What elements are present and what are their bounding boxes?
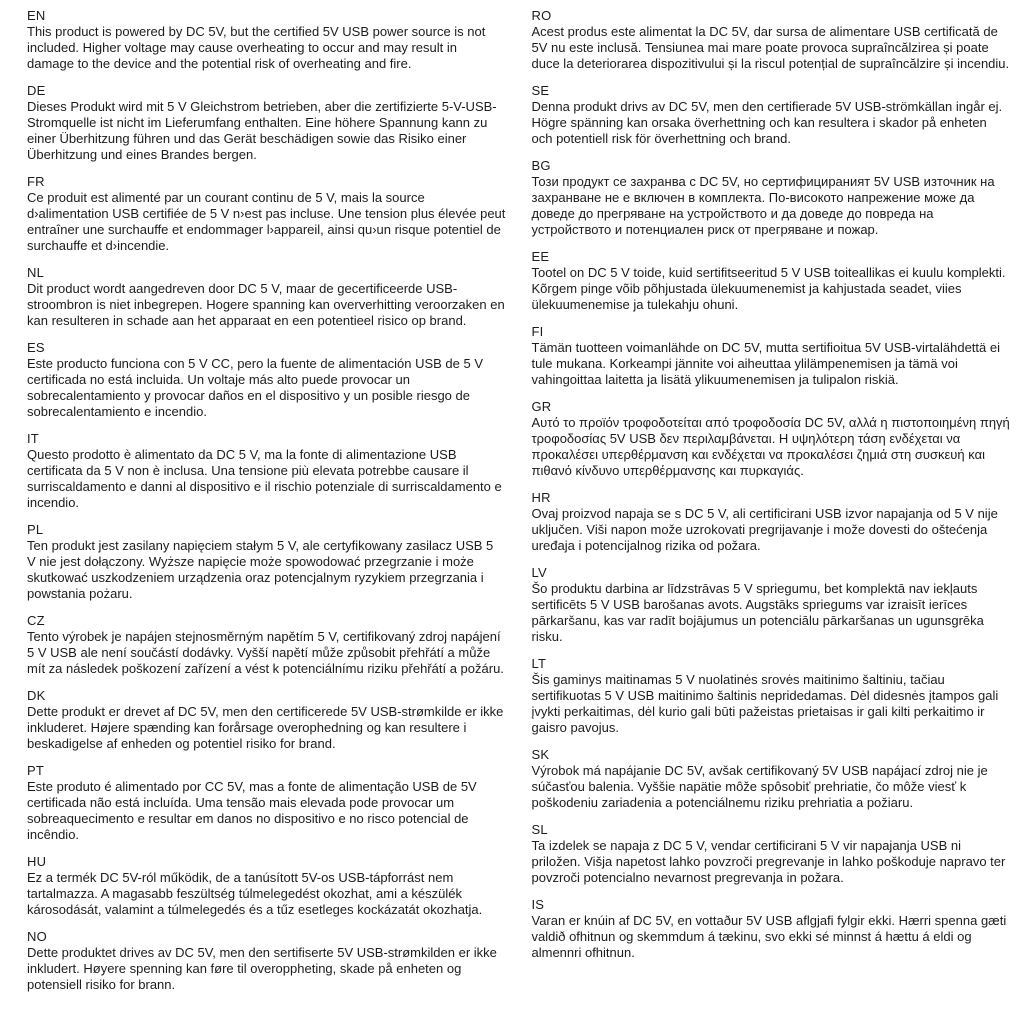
language-code: PT	[27, 763, 45, 778]
language-code: DE	[27, 83, 46, 98]
language-section-en	[27, 8, 506, 72]
language-code: CZ	[27, 613, 45, 628]
language-text: Ten produkt jest zasilany napięciem stałym 5 V, ale certyfikowany zasilacz USB 5 V nie jest dołączony. Wyższe napięcie może spowodować przegrzanie i może skutkować uszkodzeniem urządzenia oraz potencjalnym ryzykiem przegrzania i powstania pożaru.	[27, 538, 494, 601]
language-section-sl	[532, 822, 1011, 886]
language-section-no	[27, 929, 506, 993]
language-text: Šis gaminys maitinamas 5 V nuolatinės srovės maitinimo šaltiniu, tačiau sertifikuotas 5 V USB maitinimo šaltinis nepridedamas. Dėl didesnės įtampos gali įvykti perkaitimas, dėl kurio gali būti pažeistas prietaisas ir gali kilti perkaitimo ir gaisro pavojus.	[531, 672, 999, 735]
language-code: BG	[531, 158, 551, 173]
language-text: Výrobok má napájanie DC 5V, avšak certifikovaný 5V USB napájací zdroj nie je súčasťou balenia. Vyššie napätie môže spôsobiť prehriatie, čo môže viesť k poškodeniu zariadenia a potenciálnemu riziku prehriatia a požiaru.	[531, 763, 988, 810]
language-code: RO	[531, 8, 552, 23]
language-code: FI	[531, 324, 544, 339]
language-text: Dit product wordt aangedreven door DC 5 V, maar de gecertificeerde USB-stroombron is niet inbegrepen. Hogere spanning kan oververhitting veroorzaken en kan resulteren in schade aan het apparaat en een potentieel risico op brand.	[27, 281, 505, 328]
language-code: HR	[531, 490, 551, 505]
language-text: Este producto funciona con 5 V CC, pero la fuente de alimentación USB de 5 V certificada no está incluida. Un voltaje más alto puede provocar un sobrecalentamiento y provocar daños en el dispositivo y un posible riesgo de sobrecalentamiento e incendio.	[27, 356, 483, 419]
language-code: LV	[531, 565, 547, 580]
language-text: Този продукт се захранва с DC 5V, но сертифицираният 5V USB източник на захранване не е включен в комплекта. По-високото напрежение може да доведе до прегряване на устройството и да доведе до повреда на устройството и потенциален риск от прегряване и пожар.	[531, 174, 995, 237]
language-text: Este produto é alimentado por CC 5V, mas a fonte de alimentação USB de 5V certificada não está incluída. Uma tensão mais elevada pode provocar um sobreaquecimento e resultar em danos no dispositivo e no risco potencial de incêndio.	[27, 779, 477, 842]
language-text: This product is powered by DC 5V, but the certified 5V USB power source is not included. Higher voltage may cause overheating to occur and may result in damage to the device and the potential risk of overheating and fire.	[27, 24, 486, 71]
language-code: GR	[531, 399, 552, 414]
language-code: NL	[27, 265, 45, 280]
language-section-cz	[27, 613, 506, 677]
language-text: Dette produkt er drevet af DC 5V, men den certificerede 5V USB-strømkilde er ikke inkluderet. Højere spænding kan forårsage overophedning og kan resultere i beskadigelse af enheden og potentiel risiko for brand.	[27, 704, 504, 751]
language-code: HU	[27, 854, 47, 869]
language-section-bg	[532, 158, 1011, 238]
language-code: EN	[27, 8, 46, 23]
language-section-pt	[27, 763, 506, 843]
language-code: SK	[531, 747, 550, 762]
language-code: IS	[531, 897, 545, 912]
language-section-is	[532, 897, 1011, 961]
language-section-lv	[532, 565, 1011, 645]
language-section-lt	[532, 656, 1011, 736]
language-code: NO	[27, 929, 47, 944]
language-section-fi	[532, 324, 1011, 388]
language-section-it	[27, 431, 506, 511]
language-code: PL	[27, 522, 44, 537]
language-section-sk	[532, 747, 1011, 811]
language-text: Ez a termék DC 5V-ról működik, de a tanúsított 5V-os USB-tápforrást nem tartalmazza. A magasabb feszültség túlmelegedést okozhat, ami a készülék károsodását, valamint a túlmelegedés és a tűz esetleges kockázatát okozhatja.	[27, 870, 483, 917]
language-section-ro	[532, 8, 1011, 72]
language-section-nl	[27, 265, 506, 329]
language-text: Šo produktu darbina ar līdzstrāvas 5 V spriegumu, bet komplektā nav iekļauts sertificēts 5 V USB barošanas avots. Augstāks spriegums var izraisīt ierīces pārkaršanu, kas var radīt bojājumus un potenciālu pārkaršanas un ugunsgrēka risku.	[531, 581, 984, 644]
language-text: Ce produit est alimenté par un courant continu de 5 V, mais la source d›alimentation USB certifiée de 5 V n›est pas incluse. Une tension plus élevée peut entraîner une surchauffe et endommager l›appareil, ainsi qu›un risque potentiel de surchauffe et d›incendie.	[27, 190, 506, 253]
language-text: Ta izdelek se napaja z DC 5 V, vendar certificirani 5 V vir napajanja USB ni priložen. Višja napetost lahko povzroči pregrevanje in lahko poškoduje napravo ter povzroči potencialno nevarnost pregrevanja in požara.	[531, 838, 1006, 885]
language-code: SL	[531, 822, 548, 837]
language-section-se	[532, 83, 1011, 147]
language-text: Varan er knúin af DC 5V, en vottaður 5V USB aflgjafi fylgir ekki. Hærri spenna gæti valdið ofhitnun og skemmdum á tækinu, svo ekki sé minnst á hættu á eldi og almennri ofhitnun.	[531, 913, 1007, 960]
language-text: Dieses Produkt wird mit 5 V Gleichstrom betrieben, aber die zertifizierte 5-V-USB-Stromquelle ist nicht im Lieferumfang enthalten. Eine höhere Spannung kann zu einer Überhitzung führen und das Gerät beschädigen sowie das Risiko einer Überhitzung und eines Brandes bergen.	[27, 99, 497, 162]
language-text: Denna produkt drivs av DC 5V, men den certifierade 5V USB-strömkällan ingår ej. Högre spänning kan orsaka överhettning och kan resultera i skador på enheten och potentiell risk för överhettning och brand.	[531, 99, 1003, 146]
language-text: Tento výrobek je napájen stejnosměrným napětím 5 V, certifikovaný zdroj napájení 5 V USB ale není součástí dodávky. Vyšší napětí může způsobit přehřátí a může mít za následek poškození zařízení a vést k potenciálnímu riziku přehřátí a požáru.	[27, 629, 504, 676]
language-code: LT	[531, 656, 547, 671]
language-code: SE	[531, 83, 550, 98]
language-section-gr	[532, 399, 1011, 479]
language-section-ee	[532, 249, 1011, 313]
language-code: ES	[27, 340, 45, 355]
language-section-dk	[27, 688, 506, 752]
language-text: Questo prodotto è alimentato da DC 5 V, ma la fonte di alimentazione USB certificata da 5 V non è inclusa. Una tensione più elevata potrebbe causare il surriscaldamento e danni al dispositivo e il rischio potenziale di surriscaldamento e incendio.	[27, 447, 502, 510]
language-text: Tämän tuotteen voimanlähde on DC 5V, mutta sertifioitua 5V USB-virtalähdettä ei tule mukana. Korkeampi jännite voi aiheuttaa ylilämpenemisen ja tämä voi vahingoittaa laitetta ja lisätä ylikuumenemisen ja tulipalon riskiä.	[531, 340, 1000, 387]
language-section-fr	[27, 174, 506, 254]
language-text: Αυτό το προϊόν τροφοδοτείται από τροφοδοσία DC 5V, αλλά η πιστοποιημένη πηγή τροφοδοσίας 5V USB δεν περιλαμβάνεται. Η υψηλότερη τάση ενδέχεται να προκαλέσει υπερθέρμανση και ενδέχεται να προκαλέσει ζημιά στη συσκευή και πιθανό κίνδυνο υπερθέρμανσης και πυρκαγιάς.	[531, 415, 1010, 478]
language-code: IT	[27, 431, 39, 446]
left-column	[27, 8, 506, 1018]
language-text: Dette produktet drives av DC 5V, men den sertifiserte 5V USB-strømkilden er ikke inkludert. Høyere spenning kan føre til overoppheting, skade på enheten og potensiell risiko for brann.	[27, 945, 497, 992]
language-section-hr	[532, 490, 1011, 554]
language-section-es	[27, 340, 506, 420]
language-section-pl	[27, 522, 506, 602]
language-code: DK	[27, 688, 46, 703]
language-text: Ovaj proizvod napaja se s DC 5 V, ali certificirani USB izvor napajanja od 5 V nije uključen. Viši napon može uzrokovati pregrijavanje i može dovesti do oštećenja uređaja i potencijalnog rizika od požara.	[531, 506, 998, 553]
language-section-hu	[27, 854, 506, 918]
language-code: EE	[531, 249, 550, 264]
language-text: Acest produs este alimentat la DC 5V, dar sursa de alimentare USB certificată de 5V nu este inclusă. Tensiunea mai mare poate provoca supraîncălzirea și poate duce la deteriorarea dispozitivului și la riscul potențial de supraîncălzire și incendiu.	[531, 24, 1010, 71]
language-section-de	[27, 83, 506, 163]
language-text: Tootel on DC 5 V toide, kuid sertifitseeritud 5 V USB toiteallikas ei kuulu komplekti. Kõrgem pinge võib põhjustada ülekuumenemist ja kahjustada seadet, viies ülekuumenemise ja tulekahju ohuni.	[531, 265, 1006, 312]
right-column	[532, 8, 1011, 1018]
language-code: FR	[27, 174, 45, 189]
